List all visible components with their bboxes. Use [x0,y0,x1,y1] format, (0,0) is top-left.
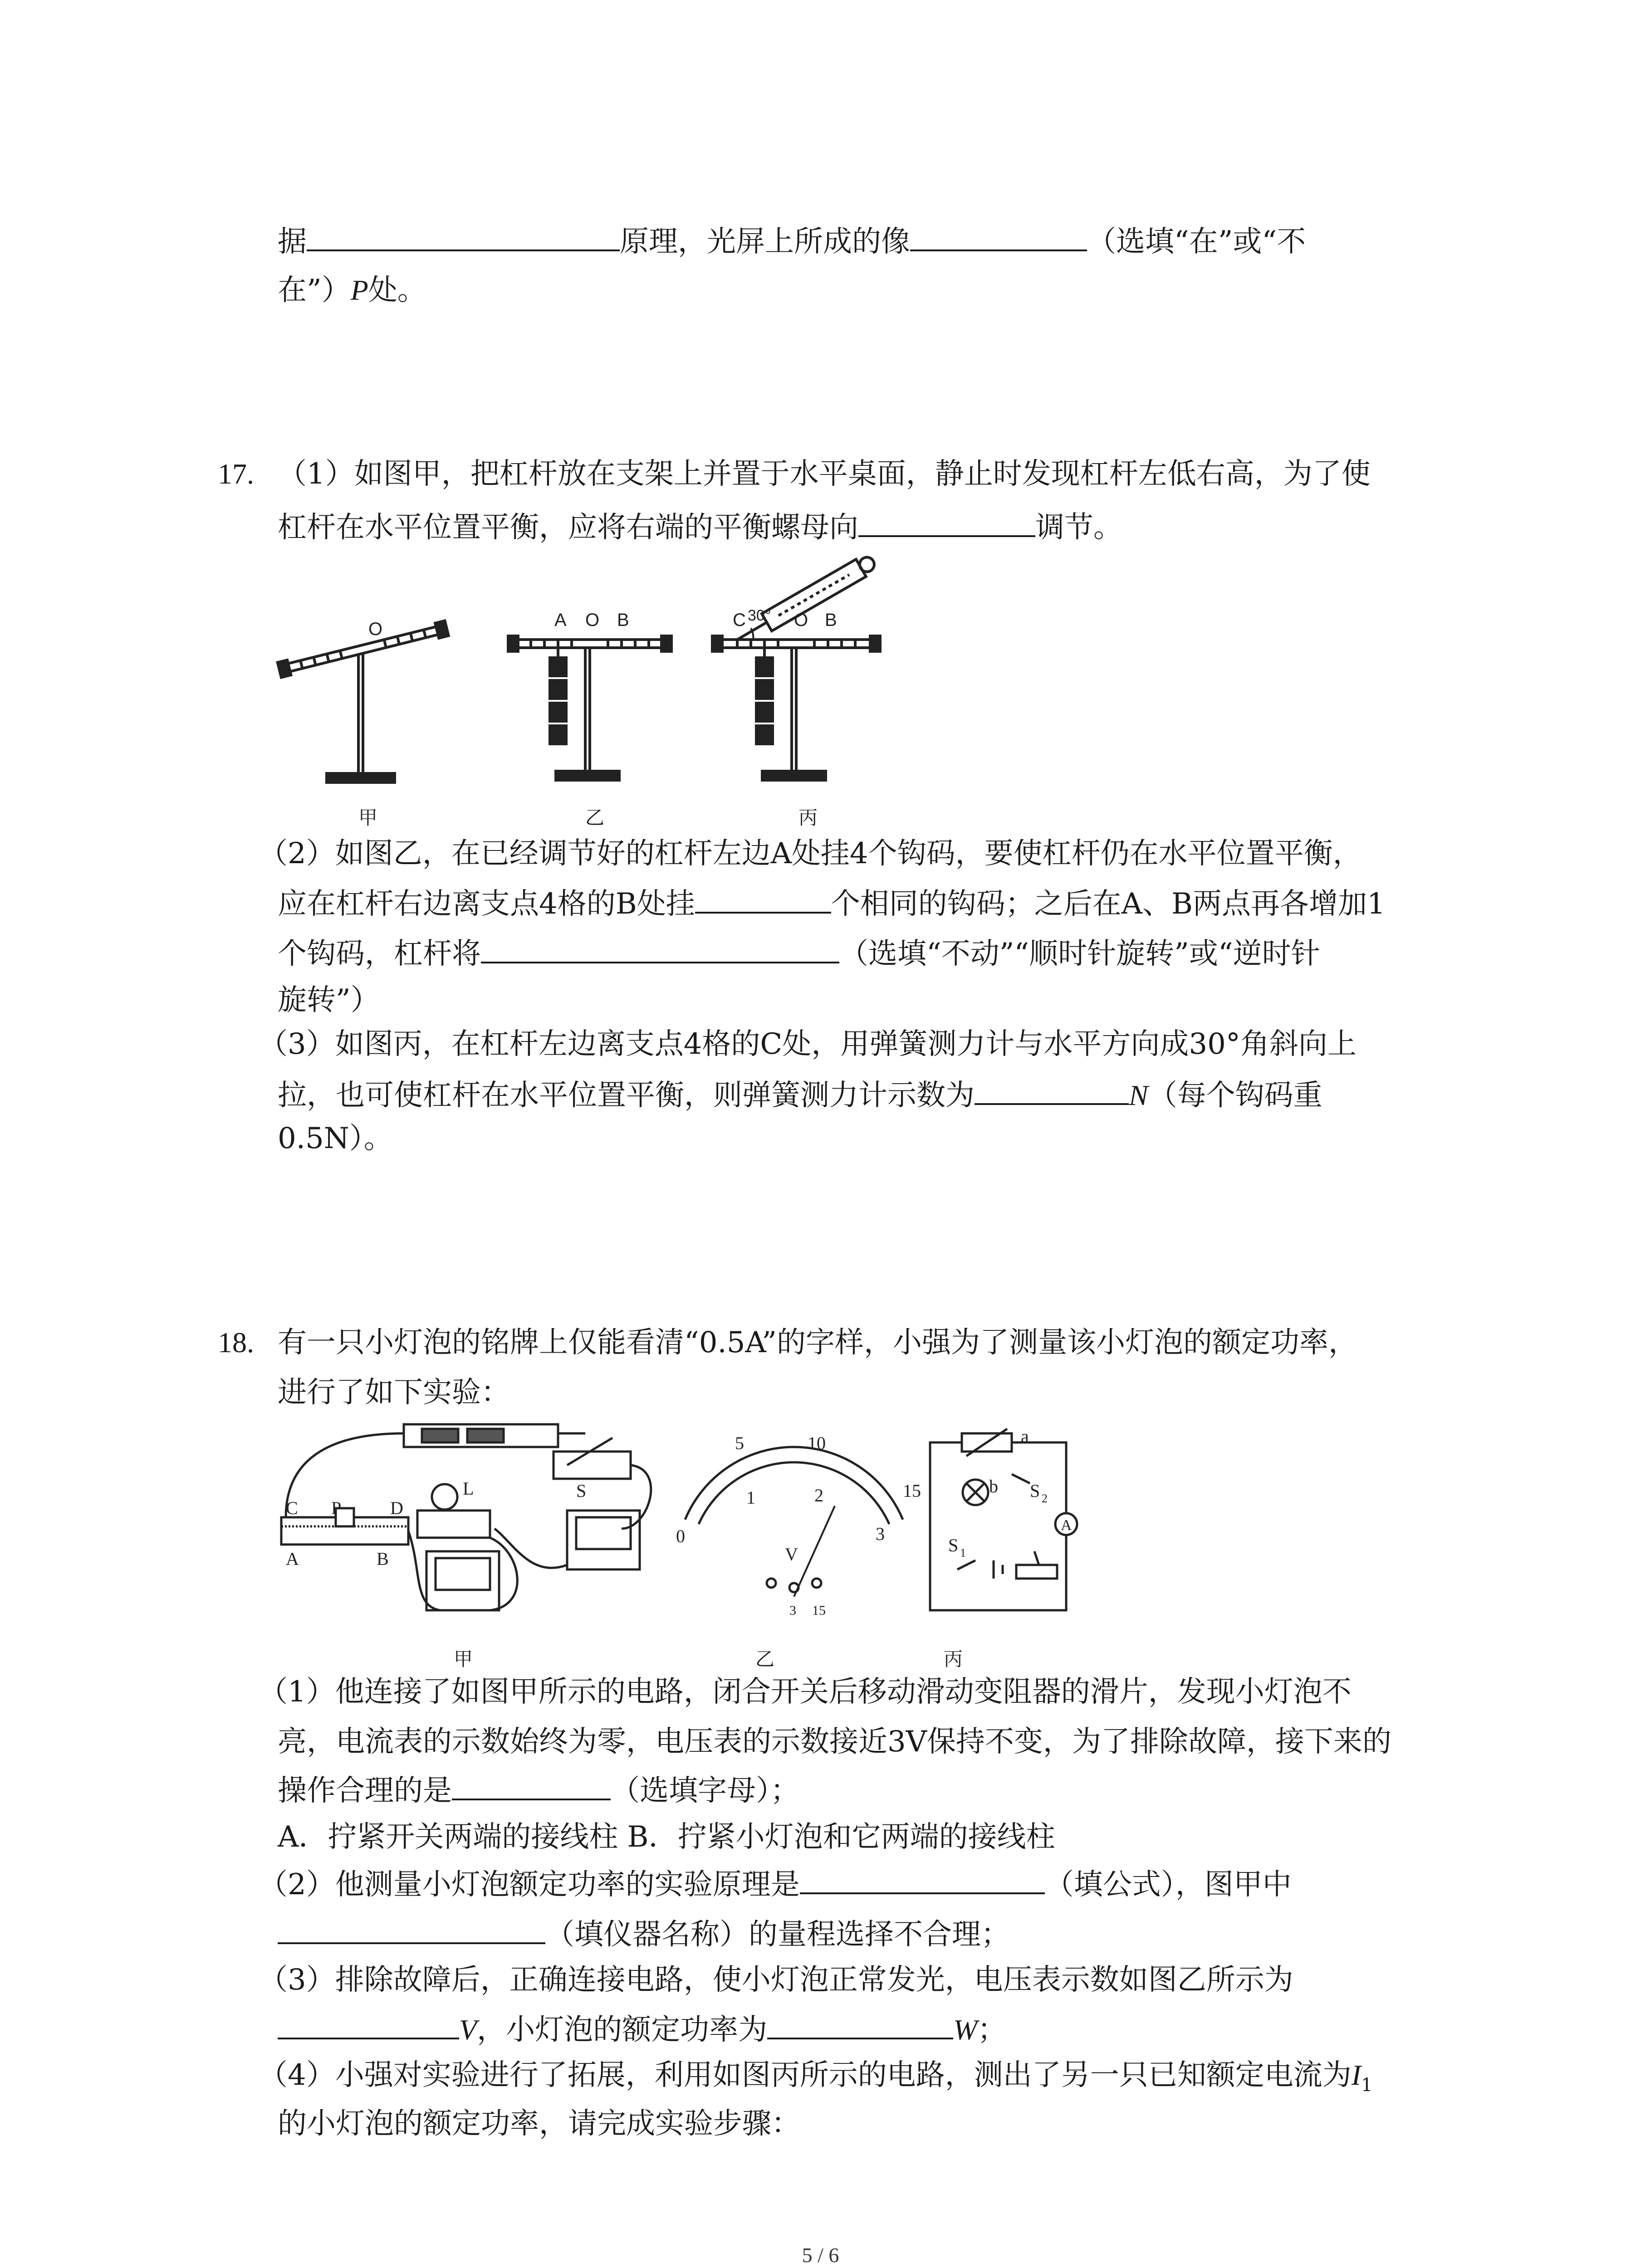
circuit-caption-jia: 甲 [454,1648,473,1670]
q17-p2-text5: （选填“不动”“顺时针旋转”或“逆时针 [839,937,1320,971]
jia-label-d: D [390,1498,403,1518]
lever-bing [712,552,880,780]
q17-blank-force[interactable] [975,1076,1129,1105]
q18-p4-text2: 的小灯泡的额定功率，请完成实验步骤： [278,2107,800,2141]
q18-p4-line2 [278,2106,800,2142]
jia-label-b: B [377,1549,389,1569]
q17-p1-text1: （1）如图甲，把杠杆放在支架上并置于水平桌面，静止时发现杠杆左低右高，为了使 [278,457,1371,491]
yi-terminal-15: 15 [812,1603,826,1618]
yi-tick-10: 10 [808,1433,826,1453]
q16-text-d: 在”） [278,274,351,307]
q18-p4-text1: （4）小强对实验进行了拓展，利用如图丙所示的电路，测出了另一只已知额定电流为 [259,2058,1352,2092]
q16-line2 [278,272,426,308]
q18-blank-formula[interactable] [800,1865,1045,1894]
q18-p3-line1 [259,1962,1293,1998]
q16-text-a: 据 [278,225,307,259]
bing-label-s1-sub: 1 [960,1546,966,1559]
bing-label-b: B [825,610,837,630]
q16-blank-image[interactable] [910,222,1087,251]
q16-blank-principle[interactable] [307,222,620,251]
q18-p3-line2 [278,2010,1006,2048]
bing-label-s2: S [1030,1481,1040,1501]
q17-p2-line3 [278,934,1320,972]
q17-blank-rotation[interactable] [481,934,839,963]
q16-var-p: P [350,274,368,306]
yi-tick-5: 5 [735,1433,744,1453]
q16-line1 [278,222,1306,260]
bing-label-angle: 30° [748,607,771,624]
yi-tick-15: 15 [903,1481,921,1501]
circuit-caption-bing: 丙 [944,1648,963,1670]
page-number: 5 / 6 [802,2244,839,2267]
q18-p3-text1: （3）排除故障后，正确连接电路，使小灯泡正常发光，电压表示数如图乙所示为 [259,1963,1293,1997]
yi-tick-2: 2 [814,1485,823,1505]
circuit-figure [277,1415,1084,1669]
yi-terminal-3: 3 [789,1603,796,1618]
yi-tick-3: 3 [876,1524,885,1544]
circuit-caption-yi: 乙 [755,1648,775,1670]
q18-p3-text2: ，小灯泡的额定功率为 [477,2013,768,2047]
bing-label-b: b [989,1476,998,1496]
q17-p3-text2: 拉，也可使杠杆在水平位置平衡，则弹簧测力计示数为 [278,1079,975,1112]
lever-caption-bing: 丙 [798,807,818,829]
yi-label-o: O [585,610,600,630]
q17-p3-line3 [278,1120,393,1157]
circuit-yi [685,1447,903,1597]
jia-label-c: C [286,1498,298,1518]
lever-jia [278,621,449,782]
q18-p1-line3 [278,1771,799,1809]
q18-unit-v: V [459,2014,477,2046]
bing-ammeter-label: A [1061,1517,1072,1534]
q18-p1-line1 [259,1674,1352,1710]
q18-p4-line1 [259,2057,1372,2103]
yi-unit-v: V [785,1544,798,1564]
q17-p2-text6: 旋转”） [278,983,380,1017]
q18-number-line [218,1325,254,1361]
q17-p3-line1 [259,1026,1357,1062]
q18-intro-text1: 有一只小灯泡的铭牌上仅能看清“0.5A”的字样，小强为了测量该小灯泡的额定功率， [278,1326,1358,1359]
q17-p2-text1: （2）如图乙，在已经调节好的杠杆左边A处挂4个钩码，要使杠杆仍在水平位置平衡， [259,837,1362,870]
q18-p1-text1: （1）他连接了如图甲所示的电路，闭合开关后移动滑动变阻器的滑片，发现小灯泡不 [259,1675,1352,1709]
q18-blank-voltage[interactable] [278,2010,459,2039]
q17-p2-line1 [259,836,1362,872]
q18-number: 18. [218,1326,254,1359]
q16-text-b: 原理，光屏上所成的像 [620,225,910,259]
q18-p1-text3: 操作合理的是 [278,1774,452,1808]
q17-p2-text2: 应在杠杆右边离支点4格的B处挂 [278,887,695,921]
q17-p3-text1: （3）如图丙，在杠杆左边离支点4格的C处，用弹簧测力计与水平方向成30°角斜向上 [259,1027,1357,1061]
q18-blank-instrument[interactable] [278,1915,545,1944]
q18-p2-line1 [259,1865,1292,1903]
lever-figure [272,544,916,835]
q17-p3-line2 [278,1076,1323,1114]
q18-p2-text1: （2）他测量小灯泡额定功率的实验原理是 [259,1868,800,1901]
jia-label-a: A [286,1549,299,1569]
q18-intro-line1 [278,1325,1357,1361]
bing-label-s1: S [948,1535,959,1555]
q17-p3-text3: （每个钩码重 [1148,1079,1323,1112]
lever-caption-yi: 乙 [585,807,605,829]
q18-p1-line2 [278,1724,1391,1760]
q18-p1-text2: 亮，电流表的示数始终为零，电压表的示数接近3V保持不变，为了排除故障，接下来的 [278,1725,1391,1759]
jia-label-p: P [331,1498,342,1518]
q18-p2-line2 [278,1915,1010,1953]
q17-p2-line2 [278,885,1386,922]
q18-var-i-sub: 1 [1361,2074,1373,2096]
q18-p3-text3: ； [977,2013,1007,2047]
q18-var-i: I [1351,2059,1362,2091]
yi-label-a: A [554,610,567,630]
yi-tick-1: 1 [746,1487,755,1508]
q17-number: 17. [218,458,254,490]
q17-p2-line4 [278,982,380,1018]
lever-caption-jia: 甲 [358,807,378,829]
jia-label-s: S [576,1481,587,1501]
q16-text-c: （选填“在”或“不 [1087,225,1306,259]
bing-label-a: a [1021,1426,1029,1447]
yi-tick-0: 0 [676,1526,685,1546]
q18-intro-text2: 进行了如下实验： [278,1376,510,1409]
q17-p3-text4: 0.5N）。 [278,1122,393,1155]
jia-label-l: L [463,1478,474,1499]
q17-p2-text3: 个相同的钩码；之后在A、B两点再各增加1 [831,887,1386,921]
q17-p1-text3: 调节。 [1035,511,1122,544]
q17-blank-count[interactable] [695,885,831,914]
circuit-bing [930,1429,1077,1610]
q18-p1-text4: （选填字母）； [611,1774,799,1808]
bing-label-o: O [794,610,808,630]
q16-text-e: 处。 [368,274,426,307]
q18-options-line [278,1819,1055,1855]
q17-blank-direction[interactable] [858,508,1035,537]
q18-p2-text3: （填仪器名称）的量程选择不合理； [545,1918,1010,1951]
q18-options-text: A．拧紧开关两端的接线柱 B．拧紧小灯泡和它两端的接线柱 [278,1820,1055,1854]
jia-label-o: O [368,619,383,639]
q17-p2-text4: 个钩码，杠杆将 [278,937,481,971]
lever-yi [508,636,671,780]
bing-label-s2-sub: 2 [1042,1492,1048,1505]
q18-blank-power[interactable] [767,2010,953,2039]
q17-p1-line1 [278,456,1371,492]
q18-p2-text2: （填公式），图甲中 [1044,1868,1292,1901]
q17-p1-text2: 杠杆在水平位置平衡，应将右端的平衡螺母向 [278,511,858,544]
q17-unit-n: N [1129,1079,1148,1111]
q18-unit-w: W [953,2014,978,2046]
yi-label-b: B [617,610,629,630]
q17-line1 [218,456,254,492]
q18-intro-line2 [278,1374,510,1411]
bing-label-c: C [733,610,746,630]
q18-blank-choice[interactable] [452,1771,611,1800]
q17-p1-line2 [278,508,1122,546]
